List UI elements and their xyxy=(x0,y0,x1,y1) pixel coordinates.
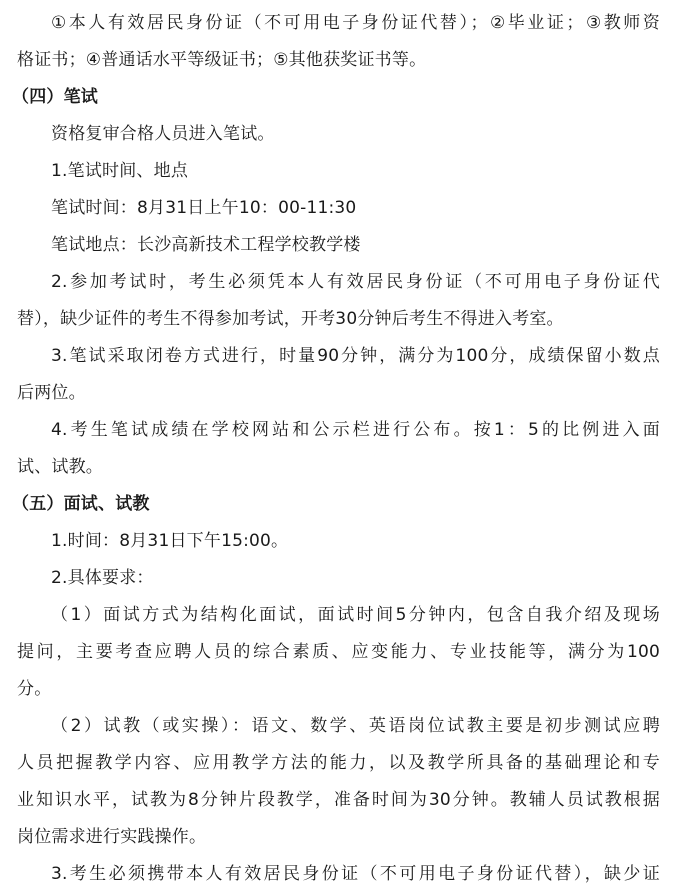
document-line: 笔试地点：长沙高新技术工程学校教学楼 xyxy=(51,235,361,255)
document-line: 2.参加考试时，考生必须凭本人有效居民身份证（不可用电子身份证代 xyxy=(51,272,660,292)
document-line: 3.笔试采取闭卷方式进行，时量90分钟，满分为100分，成绩保留小数点 xyxy=(51,346,660,366)
document-line: 格证书；④普通话水平等级证书；⑤其他获奖证书等。 xyxy=(17,50,427,70)
document-line: 业知识水平，试教为8分钟片段教学，准备时间为30分钟。教辅人员试教根据 xyxy=(17,790,660,810)
document-line: （1）面试方式为结构化面试，面试时间5分钟内，包含自我介绍及现场 xyxy=(51,605,660,625)
document-line: 替），缺少证件的考生不得参加考试，开考30分钟后考生不得进入考室。 xyxy=(17,309,564,329)
document-line: 资格复审合格人员进入笔试。 xyxy=(51,124,275,144)
section-heading: （五）面试、试教 xyxy=(12,494,150,514)
document-line: 人员把握教学内容、应用教学方法的能力，以及教学所具备的基础理论和专 xyxy=(17,753,660,773)
document-line: 1.时间：8月31日下午15:00。 xyxy=(51,531,289,551)
document-line: 笔试时间：8月31日上午10：00-11:30 xyxy=(51,198,357,218)
document-line: 1.笔试时间、地点 xyxy=(51,161,189,181)
document-line: 2.具体要求： xyxy=(51,568,154,588)
document-line: 4.考生笔试成绩在学校网站和公示栏进行公布。按1：5的比例进入面 xyxy=(51,420,660,440)
document-line: 后两位。 xyxy=(17,383,86,403)
document-line: （2）试教（或实操）：语文、数学、英语岗位试教主要是初步测试应聘 xyxy=(51,716,660,736)
document-line: ①本人有效居民身份证（不可用电子身份证代替）；②毕业证；③教师资 xyxy=(51,13,660,33)
document-line: 试、试教。 xyxy=(17,457,103,477)
document-line: 岗位需求进行实践操作。 xyxy=(17,827,207,847)
document-line: 提问，主要考查应聘人员的综合素质、应变能力、专业技能等，满分为100 xyxy=(17,642,660,662)
document-line: 分。 xyxy=(17,679,52,699)
document-line: 3.考生必须携带本人有效居民身份证（不可用电子身份证代替），缺少证 xyxy=(51,864,660,884)
section-heading: （四）笔试 xyxy=(12,87,98,107)
